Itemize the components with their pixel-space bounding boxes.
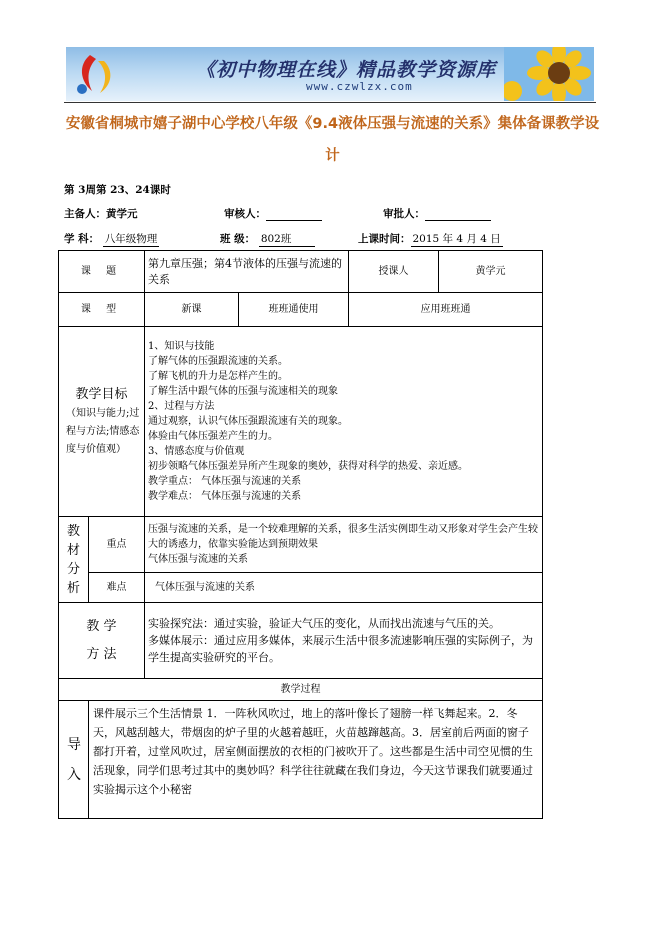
goal-line: 初步领略气体压强差异所产生现象的奥妙，获得对科学的热爱、亲近感。: [148, 461, 468, 472]
goals-label: 教学目标: [75, 386, 128, 402]
banner-title: 《初中物理在线》精品教学资源库: [196, 59, 497, 81]
preparer-value: 黄学元: [106, 208, 138, 220]
reviewer-line: [224, 206, 322, 221]
approver-blank: [425, 208, 491, 221]
banner-url: www.czwlzx.com: [306, 80, 413, 93]
method-row: [59, 603, 543, 679]
date-label: 上课时间：: [358, 233, 411, 245]
key-content: [145, 517, 543, 573]
topic-label: 课 题: [59, 251, 145, 293]
teacher-value: 黄学元: [439, 251, 543, 293]
goals-label-cell: [59, 327, 145, 517]
goal-line: 教学难点： 气体压强与流速的关系: [148, 491, 302, 502]
class-use-label: 班班通使用: [239, 293, 349, 327]
goals-sublabel: （知识与能力;过程与方法;情感态度与价值观）: [66, 407, 140, 455]
key-point-row: [59, 517, 543, 573]
reviewer-blank: [266, 208, 322, 221]
class-use-value: 应用班班通: [349, 293, 543, 327]
class-value: 802班: [259, 231, 315, 247]
goals-content: [145, 327, 543, 517]
key-line: 压强与流速的关系，是一个较难理解的关系，很多生活实例即生动又形象对学生会产生较大的诱惑力，依靠实验能达到预期效果: [148, 524, 538, 550]
intro-label: 导入: [59, 701, 89, 819]
teacher-label: 授课人: [349, 251, 439, 293]
date-value: 2015 年 4 月 4 日: [412, 233, 501, 245]
analysis-label: 教材分析: [59, 517, 89, 603]
preparer-line: [64, 206, 138, 221]
preparer-label: 主备人：: [64, 208, 106, 220]
type-value: 新课: [145, 293, 239, 327]
process-label: 教学过程: [59, 679, 543, 701]
subject-value: 八年级物理: [104, 233, 158, 245]
difficulty-label: 难点: [89, 573, 145, 603]
document-title: 安徽省桐城市嬉子湖中心学校八年级《9.4液体压强与流速的关系》集体备课教学设计: [65, 116, 600, 164]
goal-line: 1、知识与技能: [148, 341, 215, 352]
sunflower-icon: [504, 47, 594, 101]
key-label: 重点: [89, 517, 145, 573]
goal-line: 通过观察，认识气体压强跟流速有关的现象。: [148, 416, 348, 427]
topic-value: 第九章压强；第4节液体的压强与流速的关系: [145, 251, 349, 293]
difficulty-row: [59, 573, 543, 603]
method-line: 实验探究法：通过实验，验证大气压的变化，从而找出流速与气压的关。: [148, 617, 500, 630]
goal-line: 教学重点： 气体压强与流速的关系: [148, 476, 302, 487]
goal-line: 2、过程与方法: [148, 401, 215, 412]
reviewer-label: 审核人：: [224, 208, 266, 220]
goals-row: [59, 327, 543, 517]
goal-line: 了解气体的压强跟流速的关系。: [148, 356, 288, 367]
week-line: 第 3周第 23、24课时: [64, 184, 171, 196]
logo-icon: [68, 51, 128, 97]
type-row: [59, 293, 543, 327]
lesson-plan-table: [58, 250, 543, 819]
intro-content: 课件展示三个生活情景 1．一阵秋风吹过，地上的落叶像长了翅膀一样飞舞起来。2．冬天，风越刮越大，带烟囱的炉子里的火越着越旺，火苗越蹿越高。3．居室前后两面的窗子都打开着，过堂风吹过，居室侧面摆放的衣柜的门被吹开了。这些都是生活中司空见惯的生活现象，同学们思考过其中的奥妙吗？科学往往就藏在我们身边，今天这节课我们就要通过实验揭示这个小秘密: [89, 701, 543, 819]
header-banner: [66, 47, 594, 101]
method-label-cell: [59, 603, 145, 679]
difficulty-value: 气体压强与流速的关系: [145, 573, 543, 603]
method-label-line-2: 方 法: [86, 646, 117, 662]
type-label: 课 型: [59, 293, 145, 327]
class-line: [220, 231, 315, 247]
approver-line: [383, 206, 491, 221]
class-label: 班 级：: [220, 233, 256, 245]
intro-row: [59, 701, 543, 819]
topic-row: [59, 251, 543, 293]
date-line: [358, 231, 503, 247]
subject-label: 学 科：: [64, 233, 100, 245]
goal-line: 了解生活中跟气体的压强与流速相关的现象: [148, 386, 338, 397]
subject-line: [64, 231, 159, 247]
goal-line: 了解飞机的升力是怎样产生的。: [148, 371, 288, 382]
method-line: 多媒体展示：通过应用多媒体，来展示生活中很多流速影响压强的实际例子，为学生提高实验研究的平台。: [148, 634, 533, 664]
process-header-row: [59, 679, 543, 701]
goal-line: 3、情感态度与价值观: [148, 446, 245, 457]
method-label-line-1: 教 学: [86, 618, 117, 634]
goal-line: 体验由气体压强差产生的力。: [148, 431, 278, 442]
key-line: 气体压强与流速的关系: [148, 554, 248, 565]
approver-label: 审批人：: [383, 208, 425, 220]
method-content: [145, 603, 543, 679]
header-rule: [64, 102, 596, 103]
